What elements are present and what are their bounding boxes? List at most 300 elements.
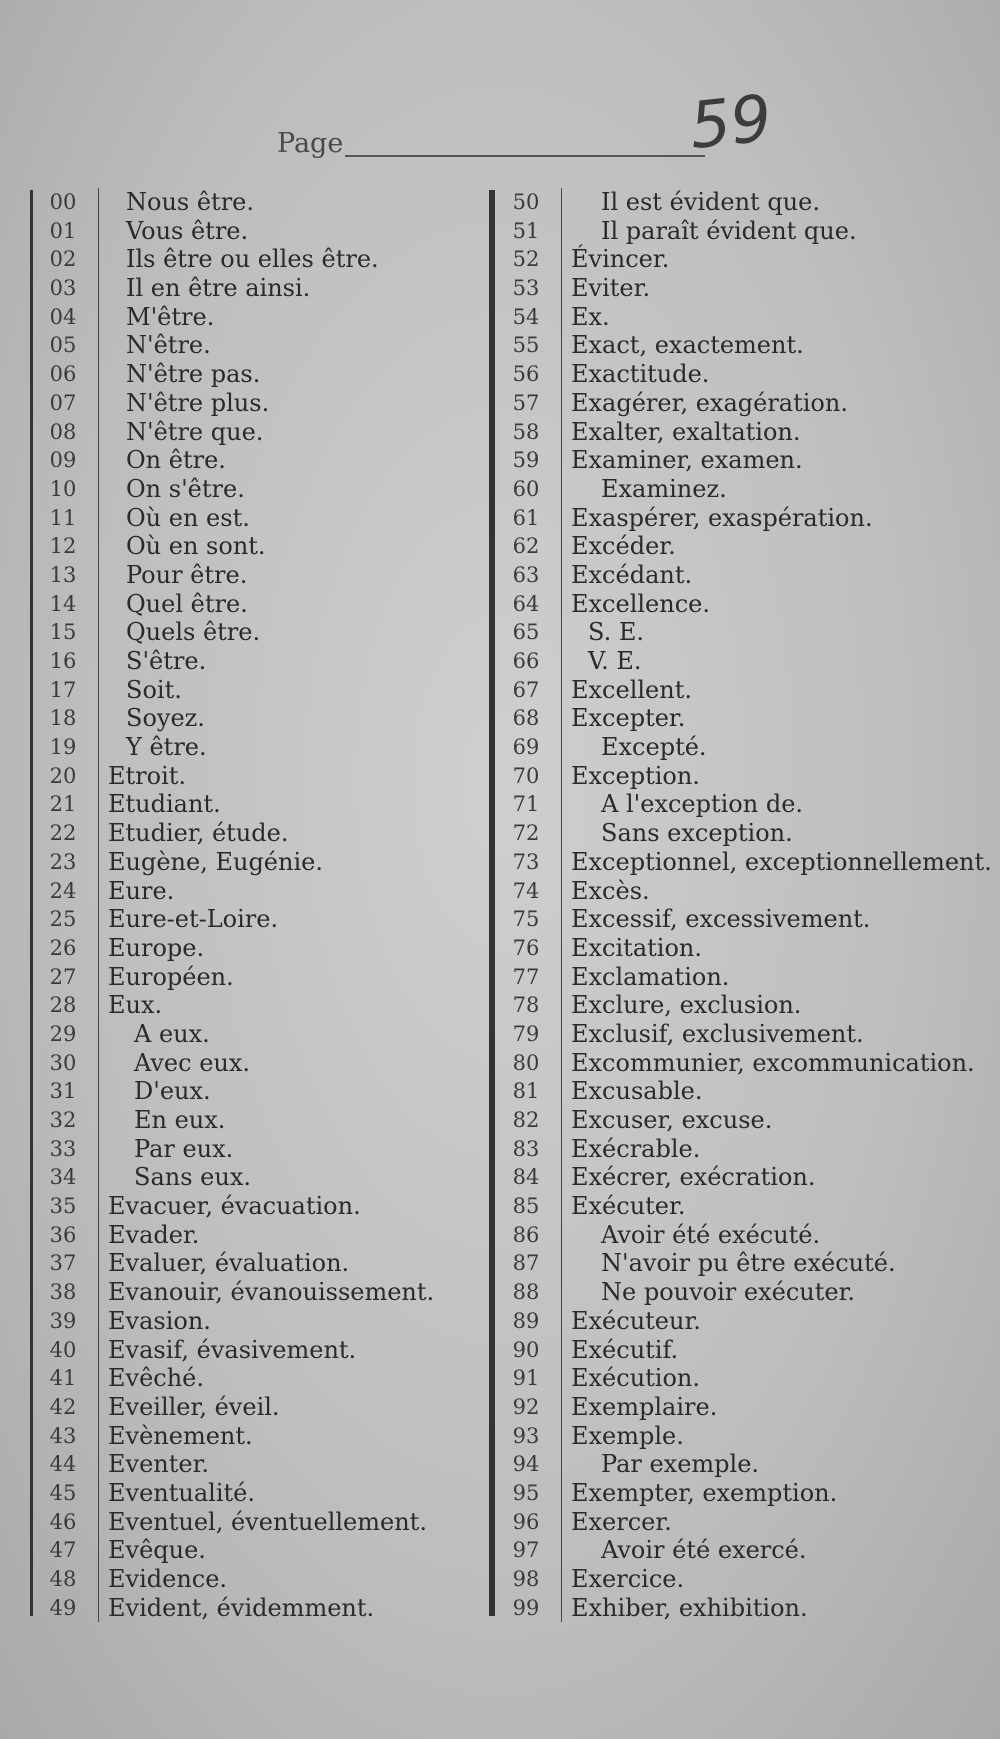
- code-number: 77: [512, 964, 540, 989]
- column-divider: [98, 590, 99, 619]
- column-divider: [98, 647, 99, 676]
- column-divider: [98, 963, 99, 992]
- code-number: 45: [49, 1480, 77, 1505]
- code-phrase: On être.: [126, 446, 226, 475]
- code-number: 28: [49, 993, 77, 1018]
- column-divider: [561, 991, 562, 1020]
- column-divider: [98, 188, 99, 217]
- code-phrase: Eventualité.: [108, 1478, 255, 1507]
- code-number: 80: [512, 1050, 540, 1075]
- code-phrase: N'être.: [126, 331, 211, 360]
- column-divider: [561, 418, 562, 447]
- code-phrase: Evasif, évasivement.: [108, 1335, 357, 1364]
- column-divider: [561, 590, 562, 619]
- column-divider: [561, 331, 562, 360]
- code-number: 65: [512, 620, 540, 645]
- code-phrase: Excusable.: [571, 1077, 703, 1106]
- column-divider: [561, 1336, 562, 1365]
- code-number: 05: [49, 333, 77, 358]
- page-header-rule: [345, 155, 705, 157]
- code-number: 81: [512, 1079, 540, 1104]
- column-divider: [561, 188, 562, 217]
- column-divider: [561, 1221, 562, 1250]
- code-phrase: Avoir été exercé.: [601, 1536, 807, 1565]
- code-number: 31: [49, 1079, 77, 1104]
- code-number: 36: [49, 1222, 77, 1247]
- code-number: 06: [49, 362, 77, 387]
- code-phrase: Examiner, examen.: [571, 446, 803, 475]
- code-phrase: Où en est.: [126, 503, 250, 532]
- code-number: 20: [49, 763, 77, 788]
- column-divider: [98, 1163, 99, 1192]
- column-divider: [561, 848, 562, 877]
- column-divider: [98, 704, 99, 733]
- code-number: 49: [49, 1595, 77, 1620]
- column-divider: [561, 934, 562, 963]
- code-number: 35: [49, 1194, 77, 1219]
- code-phrase: N'être que.: [126, 417, 264, 446]
- code-phrase: Il en être ainsi.: [126, 274, 311, 303]
- code-phrase: Evasion.: [108, 1306, 211, 1335]
- column-divider: [561, 217, 562, 246]
- code-number: 11: [49, 505, 77, 530]
- column-divider: [98, 1106, 99, 1135]
- code-number: 51: [512, 218, 540, 243]
- column-divider: [98, 303, 99, 332]
- code-phrase: Sans eux.: [134, 1163, 251, 1192]
- code-number: 75: [512, 907, 540, 932]
- code-phrase: Exécuter.: [571, 1192, 686, 1221]
- code-number: 61: [512, 505, 540, 530]
- code-number: 10: [49, 476, 77, 501]
- column-divider: [98, 1278, 99, 1307]
- code-phrase: Exemple.: [571, 1421, 684, 1450]
- column-divider: [98, 331, 99, 360]
- code-number: 68: [512, 706, 540, 731]
- code-phrase: Exécutif.: [571, 1335, 679, 1364]
- column-divider: [561, 704, 562, 733]
- code-number: 99: [512, 1595, 540, 1620]
- column-divider: [561, 446, 562, 475]
- code-number: 07: [49, 390, 77, 415]
- code-number: 01: [49, 218, 77, 243]
- code-phrase: Exécrer, exécration.: [571, 1163, 816, 1192]
- code-phrase: Y être.: [126, 733, 207, 762]
- code-number: 47: [49, 1538, 77, 1563]
- code-phrase: Excéder.: [571, 532, 676, 561]
- code-number: 93: [512, 1423, 540, 1448]
- column-divider: [561, 790, 562, 819]
- code-phrase: Excès.: [571, 876, 650, 905]
- code-phrase: Exact, exactement.: [571, 331, 804, 360]
- column-divider: [98, 1536, 99, 1565]
- code-phrase: Exécrable.: [571, 1134, 701, 1163]
- code-phrase: Exclamation.: [571, 962, 730, 991]
- code-number: 60: [512, 476, 540, 501]
- code-number: 12: [49, 534, 77, 559]
- code-phrase: Il paraît évident que.: [601, 216, 857, 245]
- code-phrase: Quels être.: [126, 618, 261, 647]
- code-phrase: Evêché.: [108, 1364, 205, 1393]
- code-phrase: Eure.: [108, 876, 175, 905]
- code-number: 14: [49, 591, 77, 616]
- code-phrase: Vous être.: [126, 216, 249, 245]
- code-number: 32: [49, 1108, 77, 1132]
- code-number: 84: [512, 1165, 540, 1190]
- column-divider: [561, 303, 562, 332]
- code-phrase: Soyez.: [126, 704, 205, 733]
- column-divider: [561, 1278, 562, 1307]
- column-divider: [98, 446, 99, 475]
- column-divider: [561, 647, 562, 676]
- code-number: 64: [512, 591, 540, 616]
- code-number: 34: [49, 1165, 77, 1190]
- code-phrase: V. E.: [588, 647, 642, 675]
- code-phrase: Evènement.: [108, 1421, 253, 1450]
- column-divider: [98, 504, 99, 533]
- column-divider: [98, 733, 99, 762]
- column-divider: [561, 819, 562, 848]
- column-divider: [98, 618, 99, 647]
- column-divider: [561, 274, 562, 303]
- code-number: 59: [512, 448, 540, 473]
- code-phrase: Europe.: [108, 933, 205, 962]
- code-phrase: Par exemple.: [601, 1450, 760, 1479]
- code-phrase: Evident, évidemment.: [108, 1593, 375, 1622]
- code-phrase: Ex.: [571, 302, 610, 331]
- code-phrase: Excellent.: [571, 675, 692, 704]
- code-phrase: Etroit.: [108, 761, 187, 790]
- column-divider: [98, 1565, 99, 1594]
- code-phrase: S'être.: [126, 647, 207, 675]
- code-phrase: En eux.: [134, 1106, 226, 1134]
- column-divider: [98, 360, 99, 389]
- code-phrase: Exempter, exemption.: [571, 1478, 838, 1507]
- code-number: 66: [512, 649, 540, 673]
- code-number: 82: [512, 1108, 540, 1132]
- column-divider: [561, 963, 562, 992]
- code-number: 69: [512, 735, 540, 760]
- column-divider: [561, 1077, 562, 1106]
- column-divider: [98, 1249, 99, 1278]
- code-phrase: Où en sont.: [126, 532, 266, 561]
- code-phrase: Exaspérer, exaspération.: [571, 503, 873, 532]
- code-phrase: A l'exception de.: [601, 790, 804, 819]
- code-number: 97: [512, 1538, 540, 1563]
- code-number: 96: [512, 1509, 540, 1534]
- code-number: 44: [49, 1452, 77, 1477]
- code-phrase: Ils être ou elles être.: [126, 245, 379, 274]
- column-divider: [98, 1020, 99, 1049]
- code-number: 16: [49, 649, 77, 673]
- code-number: 19: [49, 735, 77, 760]
- column-divider: [98, 561, 99, 590]
- column-divider: [561, 360, 562, 389]
- code-phrase: Exercice.: [571, 1565, 685, 1593]
- page-label: Page: [277, 128, 344, 159]
- code-number: 56: [512, 362, 540, 387]
- code-phrase: Excepter.: [571, 704, 686, 733]
- code-phrase: Excessif, excessivement.: [571, 905, 871, 934]
- code-number: 85: [512, 1194, 540, 1219]
- column-divider: [98, 1307, 99, 1336]
- column-divider: [561, 1307, 562, 1336]
- code-phrase: D'eux.: [134, 1077, 211, 1106]
- code-number: 73: [512, 849, 540, 874]
- code-phrase: Eviter.: [571, 274, 651, 303]
- column-divider: [98, 274, 99, 303]
- code-number: 72: [512, 821, 540, 846]
- code-phrase: Eveiller, éveil.: [108, 1392, 280, 1421]
- code-phrase: Excepté.: [601, 733, 707, 762]
- code-phrase: Examinez.: [601, 474, 727, 503]
- code-phrase: Excellence.: [571, 589, 710, 618]
- code-number: 48: [49, 1567, 77, 1591]
- code-number: 08: [49, 419, 77, 444]
- column-divider: [98, 1393, 99, 1422]
- code-number: 67: [512, 677, 540, 702]
- code-number: 13: [49, 562, 77, 587]
- column-divider: [98, 1049, 99, 1078]
- column-divider: [561, 762, 562, 791]
- code-phrase: Exalter, exaltation.: [571, 417, 801, 446]
- column-divider: [561, 1422, 562, 1451]
- column-divider: [98, 934, 99, 963]
- code-number: 58: [512, 419, 540, 444]
- code-phrase: Exception.: [571, 761, 700, 790]
- code-phrase: Soit.: [126, 675, 182, 704]
- code-phrase: Excommunier, excommunication.: [571, 1048, 975, 1077]
- column-divider: [98, 418, 99, 447]
- code-number: 87: [512, 1251, 540, 1276]
- code-phrase: Exclure, exclusion.: [571, 991, 802, 1020]
- column-divider: [98, 762, 99, 791]
- code-number: 30: [49, 1050, 77, 1075]
- column-divider: [98, 475, 99, 504]
- column-divider: [98, 217, 99, 246]
- column-divider: [561, 1393, 562, 1422]
- column-divider: [98, 1450, 99, 1479]
- code-phrase: Eure-et-Loire.: [108, 905, 279, 934]
- column-divider: [561, 389, 562, 418]
- column-divider: [561, 1106, 562, 1135]
- code-number: 53: [512, 276, 540, 301]
- code-number: 26: [49, 935, 77, 960]
- code-phrase: Pour être.: [126, 560, 248, 589]
- code-number: 88: [512, 1280, 540, 1305]
- code-phrase: S. E.: [588, 618, 644, 647]
- column-divider: [561, 877, 562, 906]
- code-number: 09: [49, 448, 77, 473]
- code-phrase: Eventuel, éventuellement.: [108, 1507, 427, 1536]
- code-phrase: Eux.: [108, 991, 163, 1020]
- column-divider: [561, 1135, 562, 1164]
- code-phrase: Quel être.: [126, 589, 248, 618]
- column-divider: [98, 790, 99, 819]
- code-phrase: Eventer.: [108, 1450, 210, 1479]
- code-number: 25: [49, 907, 77, 932]
- code-number: 23: [49, 849, 77, 874]
- code-phrase: Exemplaire.: [571, 1392, 718, 1421]
- code-phrase: Par eux.: [134, 1134, 234, 1163]
- code-number: 17: [49, 677, 77, 702]
- column-divider: [98, 1479, 99, 1508]
- code-phrase: Exactitude.: [571, 360, 710, 389]
- code-number: 03: [49, 276, 77, 301]
- code-phrase: On s'être.: [126, 474, 245, 503]
- column-divider: [561, 1536, 562, 1565]
- code-number: 41: [49, 1366, 77, 1391]
- code-phrase: Avec eux.: [134, 1048, 251, 1077]
- code-number: 38: [49, 1280, 77, 1305]
- code-phrase: N'être plus.: [126, 388, 270, 417]
- column-divider: [98, 389, 99, 418]
- code-phrase: M'être.: [126, 302, 215, 331]
- code-number: 98: [512, 1567, 540, 1591]
- column-divider: [561, 1364, 562, 1393]
- code-number: 29: [49, 1021, 77, 1046]
- code-number: 92: [512, 1394, 540, 1419]
- code-number: 54: [512, 304, 540, 329]
- column-divider: [561, 245, 562, 274]
- code-phrase: Excitation.: [571, 933, 702, 962]
- column-divider: [98, 991, 99, 1020]
- code-number: 76: [512, 935, 540, 960]
- code-phrase: Evader.: [108, 1220, 200, 1249]
- code-number: 71: [512, 792, 540, 817]
- code-number: 37: [49, 1251, 77, 1276]
- column-divider: [561, 1594, 562, 1623]
- code-number: 00: [49, 190, 77, 214]
- code-phrase: Exhiber, exhibition.: [571, 1593, 808, 1622]
- code-phrase: A eux.: [134, 1019, 210, 1048]
- code-number: 86: [512, 1222, 540, 1247]
- column-divider: [98, 1422, 99, 1451]
- column-divider: [98, 819, 99, 848]
- code-phrase: Avoir été exécuté.: [601, 1220, 821, 1249]
- column-divider: [98, 676, 99, 705]
- code-number: 02: [49, 247, 77, 272]
- code-number: 83: [512, 1136, 540, 1161]
- code-phrase: Excédant.: [571, 560, 693, 589]
- column-divider: [98, 1077, 99, 1106]
- code-number: 27: [49, 964, 77, 989]
- column-divider: [98, 1364, 99, 1393]
- column-divider: [561, 1249, 562, 1278]
- code-number: 22: [49, 821, 77, 846]
- column-divider: [98, 1508, 99, 1537]
- code-phrase: Etudier, étude.: [108, 819, 289, 848]
- code-number: 78: [512, 993, 540, 1018]
- column-divider: [98, 245, 99, 274]
- column-divider: [98, 1336, 99, 1365]
- code-phrase: Evêque.: [108, 1536, 206, 1565]
- code-phrase: N'avoir pu être exécuté.: [601, 1249, 896, 1278]
- code-phrase: Exclusif, exclusivement.: [571, 1019, 864, 1048]
- code-number: 62: [512, 534, 540, 559]
- column-divider: [561, 905, 562, 934]
- code-number: 89: [512, 1308, 540, 1333]
- code-phrase: N'être pas.: [126, 360, 261, 389]
- column-divider: [98, 848, 99, 877]
- code-number: 21: [49, 792, 77, 817]
- code-phrase: Evacuer, évacuation.: [108, 1192, 361, 1221]
- column-divider: [561, 561, 562, 590]
- code-number: 39: [49, 1308, 77, 1333]
- column-divider: [98, 1135, 99, 1164]
- code-phrase: Evaluer, évaluation.: [108, 1249, 350, 1278]
- code-number: 74: [512, 878, 540, 903]
- code-number: 24: [49, 878, 77, 903]
- column-divider: [561, 532, 562, 561]
- column-divider: [561, 1450, 562, 1479]
- code-number: 94: [512, 1452, 540, 1477]
- column-divider: [561, 1192, 562, 1221]
- column-divider: [561, 1565, 562, 1594]
- code-phrase: Européen.: [108, 962, 234, 991]
- column-divider: [98, 905, 99, 934]
- code-number: 90: [512, 1337, 540, 1362]
- code-number: 70: [512, 763, 540, 788]
- code-phrase: Exécuteur.: [571, 1306, 701, 1335]
- column-divider: [98, 1594, 99, 1623]
- code-number: 79: [512, 1021, 540, 1046]
- code-number: 63: [512, 562, 540, 587]
- code-phrase: Excuser, excuse.: [571, 1106, 773, 1134]
- code-phrase: Exécution.: [571, 1364, 701, 1393]
- code-number: 57: [512, 390, 540, 415]
- code-number: 18: [49, 706, 77, 731]
- code-number: 50: [512, 190, 540, 214]
- code-number: 55: [512, 333, 540, 358]
- column-divider: [561, 504, 562, 533]
- column-divider: [561, 1020, 562, 1049]
- code-number: 04: [49, 304, 77, 329]
- column-divider: [561, 618, 562, 647]
- column-divider: [561, 1163, 562, 1192]
- code-number: 43: [49, 1423, 77, 1448]
- code-phrase: Exercer.: [571, 1507, 672, 1536]
- column-divider: [98, 1192, 99, 1221]
- code-number: 15: [49, 620, 77, 645]
- column-divider: [561, 676, 562, 705]
- column-divider: [98, 877, 99, 906]
- code-number: 95: [512, 1480, 540, 1505]
- code-number: 52: [512, 247, 540, 272]
- code-phrase: Eugène, Eugénie.: [108, 847, 323, 876]
- code-phrase: Nous être.: [126, 188, 255, 216]
- column-divider: [98, 532, 99, 561]
- column-divider: [561, 1508, 562, 1537]
- handwritten-page-number: 59: [686, 81, 776, 165]
- code-number: 91: [512, 1366, 540, 1391]
- code-number: 33: [49, 1136, 77, 1161]
- column-divider: [561, 1049, 562, 1078]
- code-phrase: Evidence.: [108, 1565, 228, 1593]
- code-phrase: Etudiant.: [108, 790, 221, 819]
- column-divider: [98, 1221, 99, 1250]
- code-phrase: Evanouir, évanouissement.: [108, 1278, 435, 1307]
- code-number: 40: [49, 1337, 77, 1362]
- code-phrase: Exagérer, exagération.: [571, 388, 848, 417]
- code-phrase: Ne pouvoir exécuter.: [601, 1278, 856, 1307]
- code-number: 42: [49, 1394, 77, 1419]
- code-phrase: Exceptionnel, exceptionnellement.: [571, 847, 992, 876]
- code-phrase: Sans exception.: [601, 819, 793, 848]
- code-phrase: Évincer.: [571, 245, 670, 274]
- code-phrase: Il est évident que.: [601, 188, 820, 216]
- column-divider: [561, 475, 562, 504]
